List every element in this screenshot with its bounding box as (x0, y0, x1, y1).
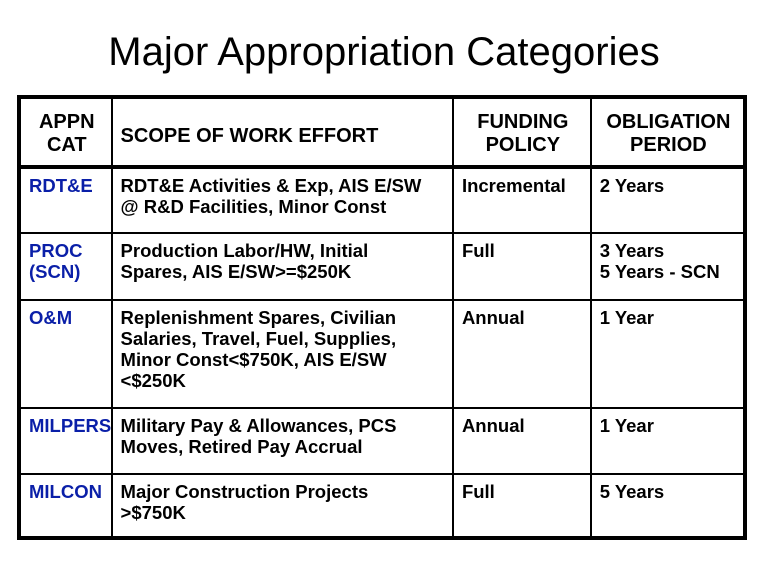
funding-value: Annual (461, 415, 525, 436)
cell-category (19, 233, 112, 300)
cell-funding (453, 300, 591, 408)
header-appn-cat (19, 97, 112, 167)
header-funding-line1: FUNDING (477, 111, 569, 133)
page-title: Major Appropriation Categories (108, 30, 660, 74)
cell-category (19, 167, 112, 233)
scope-line: <$250K (120, 370, 186, 391)
table-row (19, 408, 745, 474)
cell-category (19, 474, 112, 538)
header-obligation (591, 97, 745, 167)
category-label: RDT&E (29, 175, 93, 196)
cell-scope (112, 167, 453, 233)
cell-funding (453, 233, 591, 300)
funding-value: Incremental (461, 175, 566, 196)
table-row (19, 300, 745, 408)
funding-value: Full (461, 481, 495, 502)
scope-line: Military Pay & Allowances, PCS (120, 415, 397, 436)
category-label: O&M (29, 307, 73, 328)
header-funding (453, 97, 591, 167)
header-appn-cat-line1: APPN (38, 111, 95, 133)
period-value: 3 Years (599, 240, 665, 261)
cell-funding (453, 474, 591, 538)
header-scope (112, 97, 453, 167)
table-header-row (19, 97, 745, 167)
table-row (19, 233, 745, 300)
cell-scope (112, 300, 453, 408)
category-label: PROC (29, 240, 83, 261)
cell-scope (112, 233, 453, 300)
funding-value: Annual (461, 307, 525, 328)
scope-line: Salaries, Travel, Fuel, Supplies, (120, 328, 397, 349)
period-value: 5 Years - SCN (599, 261, 720, 282)
period-value: 2 Years (599, 175, 665, 196)
scope-line: @ R&D Facilities, Minor Const (120, 196, 387, 217)
cell-period (591, 167, 745, 233)
scope-line: Replenishment Spares, Civilian (120, 307, 397, 328)
cell-funding (453, 167, 591, 233)
category-label: (SCN) (29, 261, 81, 282)
header-funding-line2: POLICY (485, 134, 561, 156)
table-row (19, 167, 745, 233)
cell-period (591, 474, 745, 538)
header-appn-cat-line2: CAT (46, 134, 87, 156)
cell-category (19, 300, 112, 408)
appropriation-table (17, 95, 747, 540)
scope-line: Minor Const<$750K, AIS E/SW (120, 349, 387, 370)
scope-line: >$750K (120, 502, 186, 523)
cell-period (591, 408, 745, 474)
category-label: MILPERS (29, 415, 112, 436)
period-value: 1 Year (599, 307, 654, 328)
period-value: 1 Year (599, 415, 654, 436)
scope-line: Moves, Retired Pay Accrual (120, 436, 363, 457)
cell-scope (112, 474, 453, 538)
period-value: 5 Years (599, 481, 665, 502)
header-scope-label: SCOPE OF WORK EFFORT (120, 124, 379, 147)
cell-category (19, 408, 112, 474)
table-row (19, 474, 745, 538)
scope-line: Production Labor/HW, Initial (120, 240, 369, 261)
cell-period (591, 233, 745, 300)
header-obligation-line1: OBLIGATION (606, 111, 731, 133)
cell-funding (453, 408, 591, 474)
funding-value: Full (461, 240, 495, 261)
cell-scope (112, 408, 453, 474)
cell-period (591, 300, 745, 408)
scope-line: Spares, AIS E/SW>=$250K (120, 261, 352, 282)
category-label: MILCON (29, 481, 102, 502)
scope-line: Major Construction Projects (120, 481, 369, 502)
header-obligation-line2: PERIOD (630, 134, 707, 156)
scope-line: RDT&E Activities & Exp, AIS E/SW (120, 175, 422, 196)
